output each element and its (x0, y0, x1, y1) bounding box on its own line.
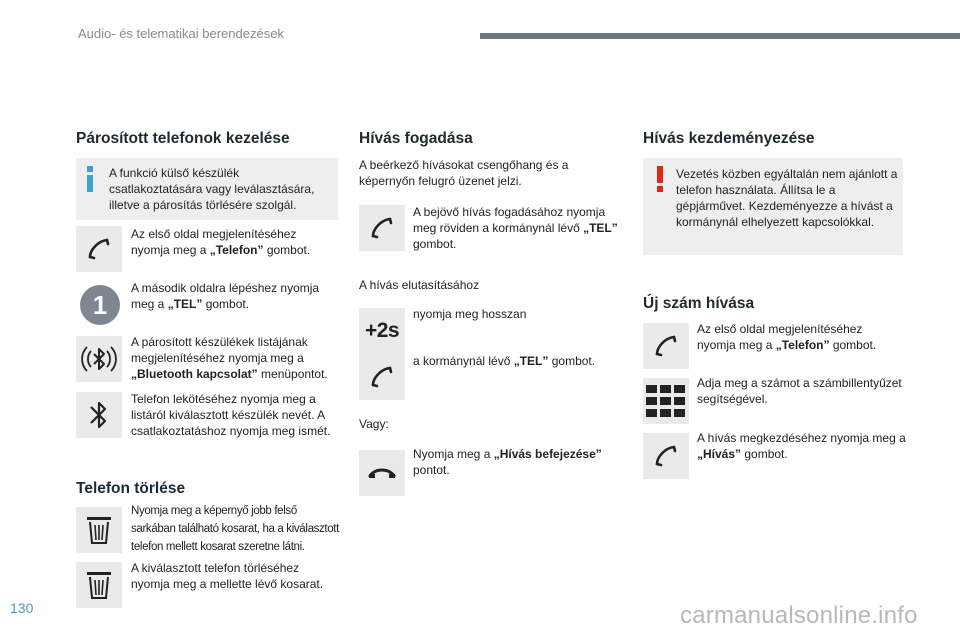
reject-label: A hívás elutasításához (359, 278, 480, 292)
phone-icon-box-3 (643, 323, 689, 369)
hang-up-icon (367, 463, 397, 483)
receive-intro-text: A beérkező hívásokat csengőhang és a képernyőn felugró üzenet jelzi. (359, 158, 569, 188)
step-1-text: Az első oldal megjelenítéséhez nyomja meg a „Telefon” gombot. (131, 227, 311, 257)
step-3-text: A párosított készülékek listájának megjelenítéséhez nyomja meg a „Bluetooth kapcsolat” menüpontot. (131, 335, 328, 381)
phone-handset-icon (367, 362, 397, 392)
new-call-step-2-text: Adja meg a számot a számbillentyűzet segítségével. (697, 376, 902, 406)
keypad-icon-box (643, 378, 689, 424)
step-number-badge: 1 (80, 285, 120, 325)
section-title-paired-phones: Párosított telefonok kezelése (76, 130, 290, 147)
long-press-icon-box (359, 308, 405, 354)
phone-handset-icon (651, 441, 681, 471)
reject-step-1-text: nyomja meg hosszan (413, 307, 527, 321)
bluetooth-icon-box (76, 392, 122, 438)
tel-button-icon-box (359, 205, 405, 251)
end-call-icon-box (359, 450, 405, 496)
bluetooth-connection-icon (79, 339, 119, 379)
page-header-title: Audio- és telematikai berendezések (78, 26, 284, 41)
trash-icon-box (76, 507, 122, 553)
section-title-make-call: Hívás kezdeményezése (643, 130, 815, 147)
trash-icon-box-2 (76, 562, 122, 608)
info-note-text: A funkció külső készülék csatlakoztatására vagy leválasztására, illetve a párosítás törlésére szolgál. (109, 166, 315, 212)
new-call-step-3-text: A hívás megkezdéséhez nyomja meg a „Hívás” gombot. (697, 431, 906, 461)
call-icon-box (643, 433, 689, 479)
step-4-text: Telefon lekötéséhez nyomja meg a listáról kiválasztott készülék nevét. A csatlakoztatáshoz nyomja meg ismét. (131, 392, 331, 438)
delete-step-1-text: Nyomja meg a képernyő jobb felső sarkában található kosarat, ha a kiválasztott telefon mellett kosarat szeretne látni. (131, 505, 339, 553)
end-call-text: Nyomja meg a „Hívás befejezése” pontot. (413, 447, 602, 477)
section-title-new-number: Új szám hívása (643, 295, 755, 312)
page-number: 130 (10, 600, 34, 616)
keypad-icon (646, 385, 686, 417)
delete-step-2-text: A kiválasztott telefon törléséhez nyomja meg a mellette lévő kosarat. (131, 561, 324, 591)
info-note (76, 158, 338, 220)
warning-exclamation-icon (654, 166, 666, 192)
section-title-delete-phone: Telefon törlése (76, 480, 186, 497)
trash-icon (86, 570, 112, 600)
tel-button-icon-box-2 (359, 354, 405, 400)
bluetooth-connection-icon-box (76, 336, 122, 382)
or-label: Vagy: (359, 417, 389, 431)
bluetooth-icon (86, 398, 112, 432)
phone-handset-icon (651, 331, 681, 361)
new-call-step-1-text: Az első oldal megjelenítéséhez nyomja meg a „Telefon” gombot. (697, 322, 877, 352)
phone-handset-icon (367, 213, 397, 243)
warning-note-text: Vezetés közben egyáltalán nem ajánlott a telefon használata. Állítsa le a gépjárművet. Kezdeményezze a hívást a kormánynál elhelyezett kapcsolókkal. (676, 167, 898, 229)
long-press-2s-icon: +2s (364, 319, 400, 342)
info-icon (84, 166, 96, 192)
reject-step-2-text: a kormánynál lévő „TEL” gombot. (413, 354, 596, 368)
phone-icon-box (76, 226, 122, 272)
header-bar (480, 33, 960, 39)
trash-icon (86, 515, 112, 545)
phone-handset-icon (84, 234, 114, 264)
section-title-receive-call: Hívás fogadása (359, 130, 473, 147)
watermark: carmanualsonline.info (680, 602, 918, 629)
warning-note (643, 158, 903, 255)
accept-call-text: A bejövő hívás fogadásához nyomja meg röviden a kormánynál lévő „TEL” gombot. (413, 205, 618, 251)
step-2-text: A második oldalra lépéshez nyomja meg a „TEL” gombot. (131, 281, 320, 311)
